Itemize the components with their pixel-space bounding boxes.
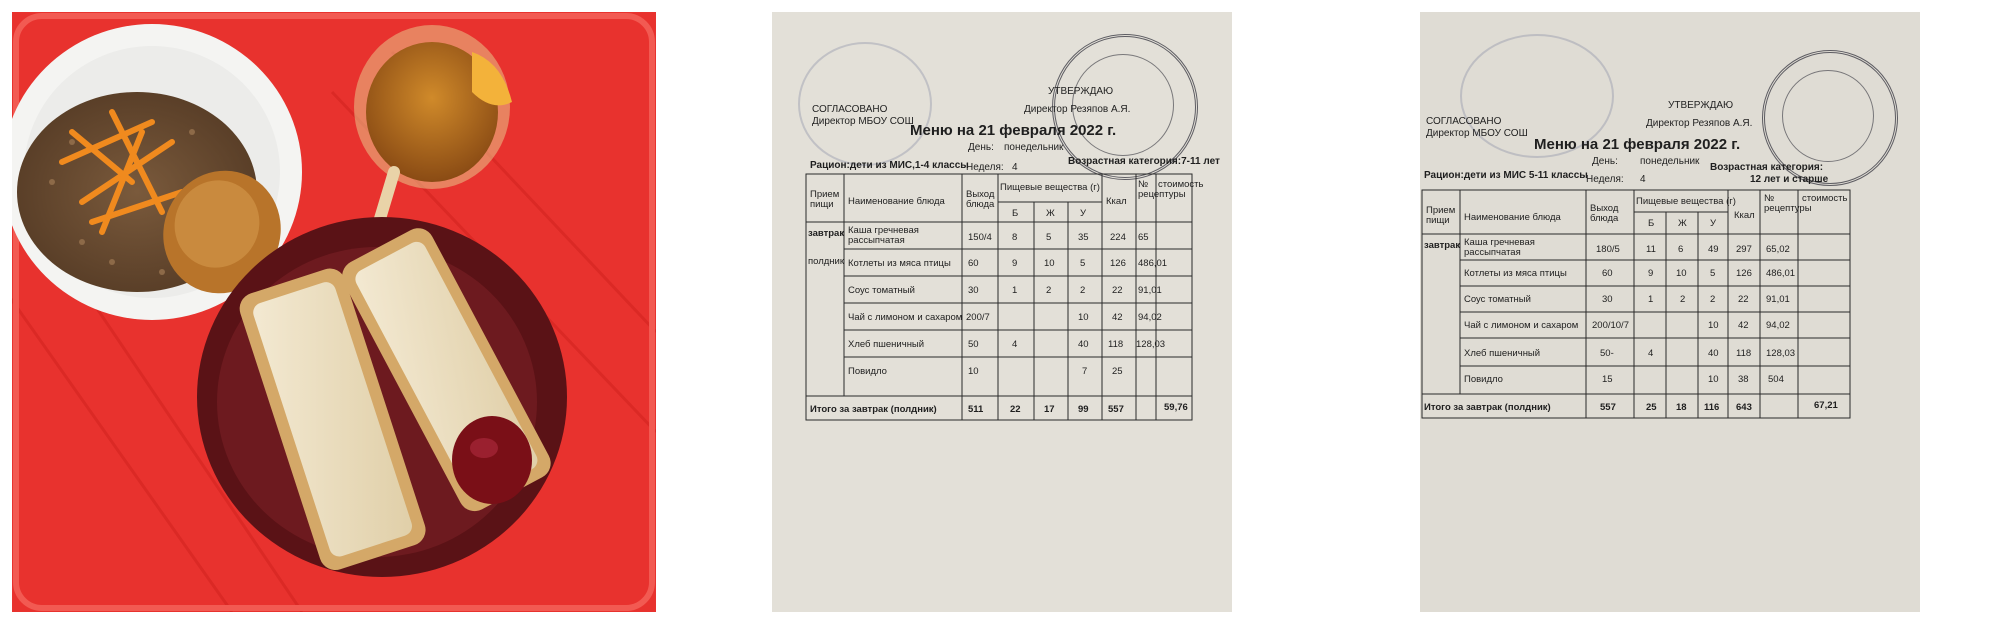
total-cost: 67,21 <box>1814 400 1838 411</box>
header-recipe: № рецептуры <box>1138 179 1186 200</box>
row-out: 30 <box>968 285 979 296</box>
meal-breakfast: завтрак <box>808 228 845 239</box>
row-u: 5 <box>1710 268 1716 279</box>
row-zh: 2 <box>1680 294 1686 305</box>
total-b: 22 <box>1010 404 1021 415</box>
row-b: 1 <box>1012 285 1018 296</box>
row-zh: 10 <box>1044 258 1055 269</box>
age-category: Возрастная категория:7-11 лет <box>1068 156 1220 167</box>
row-dish: Хлеб пшеничный <box>1464 348 1541 359</box>
row-out: 30 <box>1602 294 1613 305</box>
row-b: 9 <box>1012 258 1018 269</box>
director-name: Директор Резяпов А.Я. <box>1646 118 1753 129</box>
day-value: понедельник <box>1640 156 1700 167</box>
row-recipe: 504 <box>1768 374 1784 385</box>
header-dish: Наименование блюда <box>1464 212 1561 223</box>
row-zh: 2 <box>1046 285 1052 296</box>
header-dish: Наименование блюда <box>848 196 945 207</box>
row-b: 4 <box>1012 339 1018 350</box>
header-zh: Ж <box>1046 208 1055 219</box>
row-kcal: 25 <box>1112 366 1123 377</box>
row-recipe: 94,02 <box>1766 320 1790 331</box>
row-out: 180/5 <box>1596 244 1620 255</box>
row-b: 4 <box>1648 348 1654 359</box>
row-kcal: 118 <box>1108 339 1124 350</box>
row-u: 10 <box>1708 374 1719 385</box>
row-u: 2 <box>1710 294 1716 305</box>
row-zh: 5 <box>1046 232 1052 243</box>
row-u: 40 <box>1708 348 1719 359</box>
header-nutrients: Пищевые вещества (г) <box>1636 196 1736 207</box>
row-u: 5 <box>1080 258 1086 269</box>
age-value: 12 лет и старше <box>1750 174 1829 185</box>
total-zh: 17 <box>1044 404 1055 415</box>
menu-table-grid <box>1420 12 1920 612</box>
header-cost: стоимость <box>1158 179 1204 190</box>
row-dish: Повидло <box>848 366 887 377</box>
row-dish: Повидло <box>1464 374 1503 385</box>
ration-label: Рацион:дети из МИС 5-11 классы <box>1424 170 1588 181</box>
total-label: Итого за завтрак (полдник) <box>1424 402 1551 413</box>
header-output: Выход блюда <box>966 189 995 210</box>
approved-label: СОГЛАСОВАНО <box>812 104 888 115</box>
row-dish: Соус томатный <box>848 285 915 296</box>
row-kcal: 126 <box>1110 258 1126 269</box>
row-kcal: 224 <box>1110 232 1126 243</box>
row-zh: 6 <box>1678 244 1684 255</box>
age-category: Возрастная категория: <box>1710 162 1824 173</box>
day-label: День: <box>968 142 994 153</box>
row-zh: 10 <box>1676 268 1687 279</box>
total-out: 557 <box>1600 402 1616 413</box>
row-kcal: 118 <box>1736 348 1752 359</box>
row-kcal: 22 <box>1738 294 1749 305</box>
total-zh: 18 <box>1676 402 1687 413</box>
row-kcal: 297 <box>1736 244 1752 255</box>
total-b: 25 <box>1646 402 1657 413</box>
week-value: 4 <box>1640 174 1646 185</box>
header-b: Б <box>1648 218 1655 229</box>
row-dish: Чай с лимоном и сахаром <box>848 312 963 323</box>
approved-by: Директор МБОУ СОШ <box>1426 128 1528 139</box>
row-b: 11 <box>1646 244 1656 255</box>
row-u: 49 <box>1708 244 1719 255</box>
row-dish: Соус томатный <box>1464 294 1531 305</box>
row-dish: Каша гречневая рассыпчатая <box>1464 237 1535 258</box>
row-dish: Чай с лимоном и сахаром <box>1464 320 1579 331</box>
header-zh: Ж <box>1678 218 1687 229</box>
row-kcal: 22 <box>1112 285 1123 296</box>
row-out: 60 <box>968 258 979 269</box>
menu-title: Меню на 21 февраля 2022 г. <box>910 122 1117 139</box>
header-meal: Прием пищи <box>1426 205 1456 226</box>
row-kcal: 42 <box>1738 320 1749 331</box>
total-label: Итого за завтрак (полдник) <box>810 404 937 415</box>
row-out: 60 <box>1602 268 1613 279</box>
row-dish: Котлеты из мяса птицы <box>1464 268 1567 279</box>
row-recipe: 94,02 <box>1138 312 1162 323</box>
row-out: 10 <box>968 366 979 377</box>
header-u: У <box>1080 208 1087 219</box>
row-dish: Каша гречневая рассыпчатая <box>848 225 919 246</box>
row-out: 200/10/7 <box>1592 320 1629 331</box>
row-recipe: 486,01 <box>1138 258 1168 269</box>
row-b: 1 <box>1648 294 1654 305</box>
row-out: 200/7 <box>966 312 990 323</box>
row-out: 50 <box>968 339 979 350</box>
lunch-tray-photo <box>12 12 656 612</box>
row-u: 35 <box>1078 232 1089 243</box>
row-dish: Хлеб пшеничный <box>848 339 925 350</box>
row-recipe: 65,02 <box>1766 244 1790 255</box>
day-value: понедельник <box>1004 142 1064 153</box>
row-out: 50- <box>1600 348 1614 359</box>
row-u: 7 <box>1082 366 1088 377</box>
confirmed-label: УТВЕРЖДАЮ <box>1668 100 1734 111</box>
header-u: У <box>1710 218 1717 229</box>
header-meal: Прием пищи <box>810 189 840 210</box>
week-value: 4 <box>1012 162 1018 173</box>
row-recipe: 65 <box>1138 232 1149 243</box>
row-kcal: 42 <box>1112 312 1123 323</box>
row-u: 10 <box>1078 312 1089 323</box>
row-u: 2 <box>1080 285 1086 296</box>
row-out: 150/4 <box>968 232 992 243</box>
header-output: Выход блюда <box>1590 203 1619 224</box>
row-u: 40 <box>1078 339 1089 350</box>
meal-breakfast: завтрак <box>1424 240 1461 251</box>
header-nutrients: Пищевые вещества (г) <box>1000 182 1100 193</box>
total-u: 116 <box>1704 402 1720 413</box>
total-out: 511 <box>968 404 984 415</box>
ration-label: Рацион:дети из МИС,1-4 классы <box>810 160 969 171</box>
row-recipe: 91,01 <box>1138 285 1162 296</box>
director-name: Директор Резяпов А.Я. <box>1024 104 1131 115</box>
row-recipe: 486,01 <box>1766 268 1796 279</box>
menu-table-grid <box>772 12 1232 612</box>
week-label: Неделя: <box>1586 174 1624 185</box>
row-b: 8 <box>1012 232 1018 243</box>
week-label: Неделя: <box>966 162 1004 173</box>
day-label: День: <box>1592 156 1618 167</box>
header-kcal: Ккал <box>1106 196 1127 207</box>
header-recipe: № рецептуры <box>1764 193 1812 214</box>
row-u: 10 <box>1708 320 1719 331</box>
total-kcal: 557 <box>1108 404 1124 415</box>
approved-by: Директор МБОУ СОШ <box>812 116 914 127</box>
row-recipe: 128,03 <box>1766 348 1796 359</box>
lunch-tray-illustration <box>12 12 656 612</box>
row-kcal: 126 <box>1736 268 1752 279</box>
header-kcal: Ккал <box>1734 210 1755 221</box>
confirmed-label: УТВЕРЖДАЮ <box>1048 86 1114 97</box>
row-recipe: 91,01 <box>1766 294 1790 305</box>
row-out: 15 <box>1602 374 1613 385</box>
menu-title: Меню на 21 февраля 2022 г. <box>1534 136 1741 153</box>
approved-label: СОГЛАСОВАНО <box>1426 116 1502 127</box>
row-dish: Котлеты из мяса птицы <box>848 258 951 269</box>
meal-snack: полдник <box>808 256 845 267</box>
row-recipe: 128,03 <box>1136 339 1166 350</box>
total-u: 99 <box>1078 404 1089 415</box>
menu-sheet-secondary <box>1420 12 1920 612</box>
header-cost: стоимость <box>1802 193 1848 204</box>
row-kcal: 38 <box>1738 374 1749 385</box>
bread-plate <box>197 217 567 577</box>
total-kcal: 643 <box>1736 402 1752 413</box>
jam <box>452 416 532 504</box>
total-cost: 59,76 <box>1164 402 1188 413</box>
header-b: Б <box>1012 208 1019 219</box>
row-b: 9 <box>1648 268 1654 279</box>
menu-sheet-primary <box>772 12 1232 612</box>
